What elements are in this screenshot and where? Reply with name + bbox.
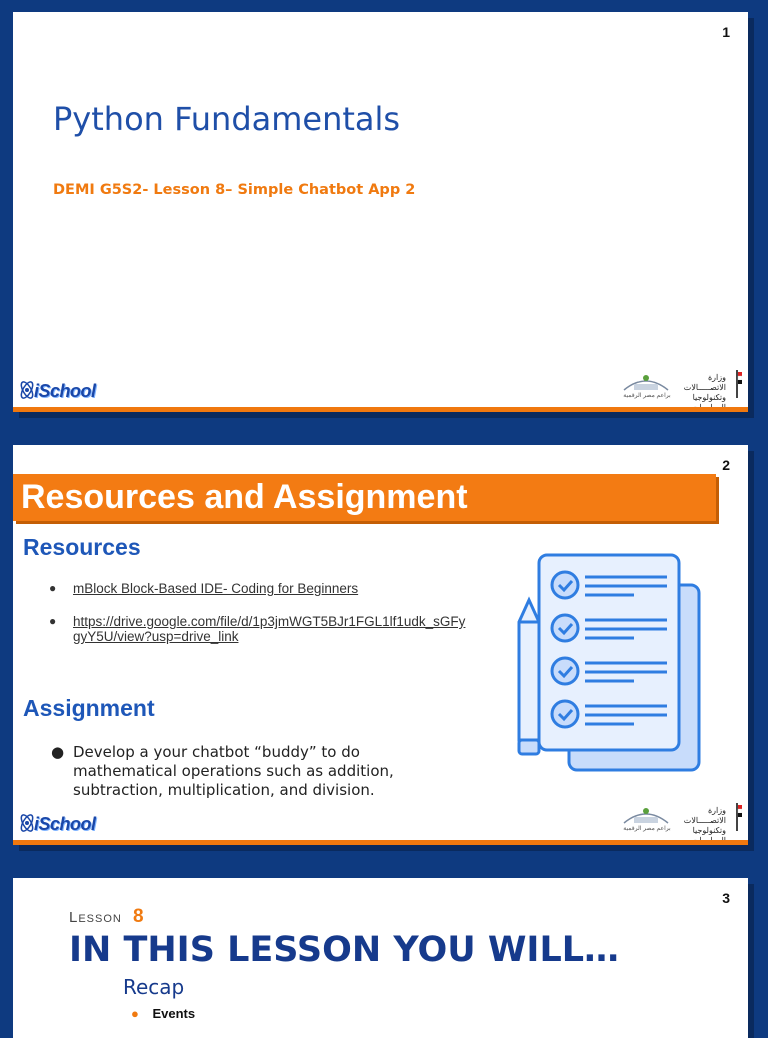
assignment-description: Develop a your chatbot “buddy” to do mathematical operations such as addition, subtraction, multiplication, and division.	[73, 743, 394, 799]
lesson-number: 8	[133, 906, 145, 927]
ministry-logo	[620, 803, 742, 837]
list-item	[49, 581, 469, 596]
ischool-logo-text: iSchool	[34, 381, 96, 401]
ministry-subtext: براعم مصر الرقمية	[623, 393, 671, 399]
slide-subtitle: DEMI G5S2- Lesson 8– Simple Chatbot App 2	[53, 182, 416, 198]
bullet-icon: ●	[49, 581, 57, 595]
slide-2	[13, 445, 748, 845]
list-item	[131, 1006, 195, 1021]
ministry-text: وزارة الاتصـــــالات وتكنولوجيا	[683, 806, 726, 835]
slide-1	[13, 12, 748, 412]
resources-heading: Resources	[23, 534, 141, 560]
ministry-logo	[620, 370, 742, 404]
checklist-illustration-icon	[509, 550, 709, 780]
bullet-icon: ●	[131, 1006, 139, 1021]
list-item	[49, 614, 469, 644]
assignment-heading: Assignment	[23, 695, 155, 721]
ministry-emblem-icon	[620, 370, 672, 394]
egypt-flag-icon	[732, 803, 742, 831]
lesson-title: IN THIS LESSON YOU WILL…	[69, 930, 620, 970]
lesson-label	[69, 906, 145, 928]
recap-heading: Recap	[123, 975, 185, 999]
resource-link[interactable]: mBlock Block-Based IDE- Coding for Beginners	[73, 581, 359, 596]
assignment-text	[51, 743, 433, 800]
ischool-logo	[16, 378, 102, 404]
title-banner	[13, 474, 716, 521]
resource-link[interactable]: https://drive.google.com/file/d/1p3jmWGT5BJr1FGL1lf1udk_sGFygyY5U/view?usp=drive_link	[73, 614, 466, 644]
slide-number: 1	[722, 24, 730, 40]
ministry-text: وزارة الاتصـــــالات وتكنولوجيا	[683, 373, 726, 402]
banner-title: Resources and Assignment	[21, 478, 468, 516]
slide-3	[13, 878, 748, 1038]
resources-list	[49, 581, 469, 662]
ministry-emblem-icon	[620, 803, 672, 827]
ministry-subtext: براعم مصر الرقمية	[623, 826, 671, 832]
lesson-word: Lesson	[69, 909, 122, 926]
ischool-logo-text: iSchool	[34, 814, 96, 834]
slide-footer-bar	[13, 840, 748, 845]
slide-footer-bar	[13, 407, 748, 412]
slide-number: 3	[722, 890, 730, 906]
bullet-icon: ●	[49, 614, 57, 628]
bullet-icon: ●	[51, 743, 65, 761]
ischool-logo	[16, 811, 102, 837]
egypt-flag-icon	[732, 370, 742, 398]
events-label: Events	[152, 1006, 196, 1021]
slide-number: 2	[722, 457, 730, 473]
slide-title: Python Fundamentals	[53, 100, 401, 138]
